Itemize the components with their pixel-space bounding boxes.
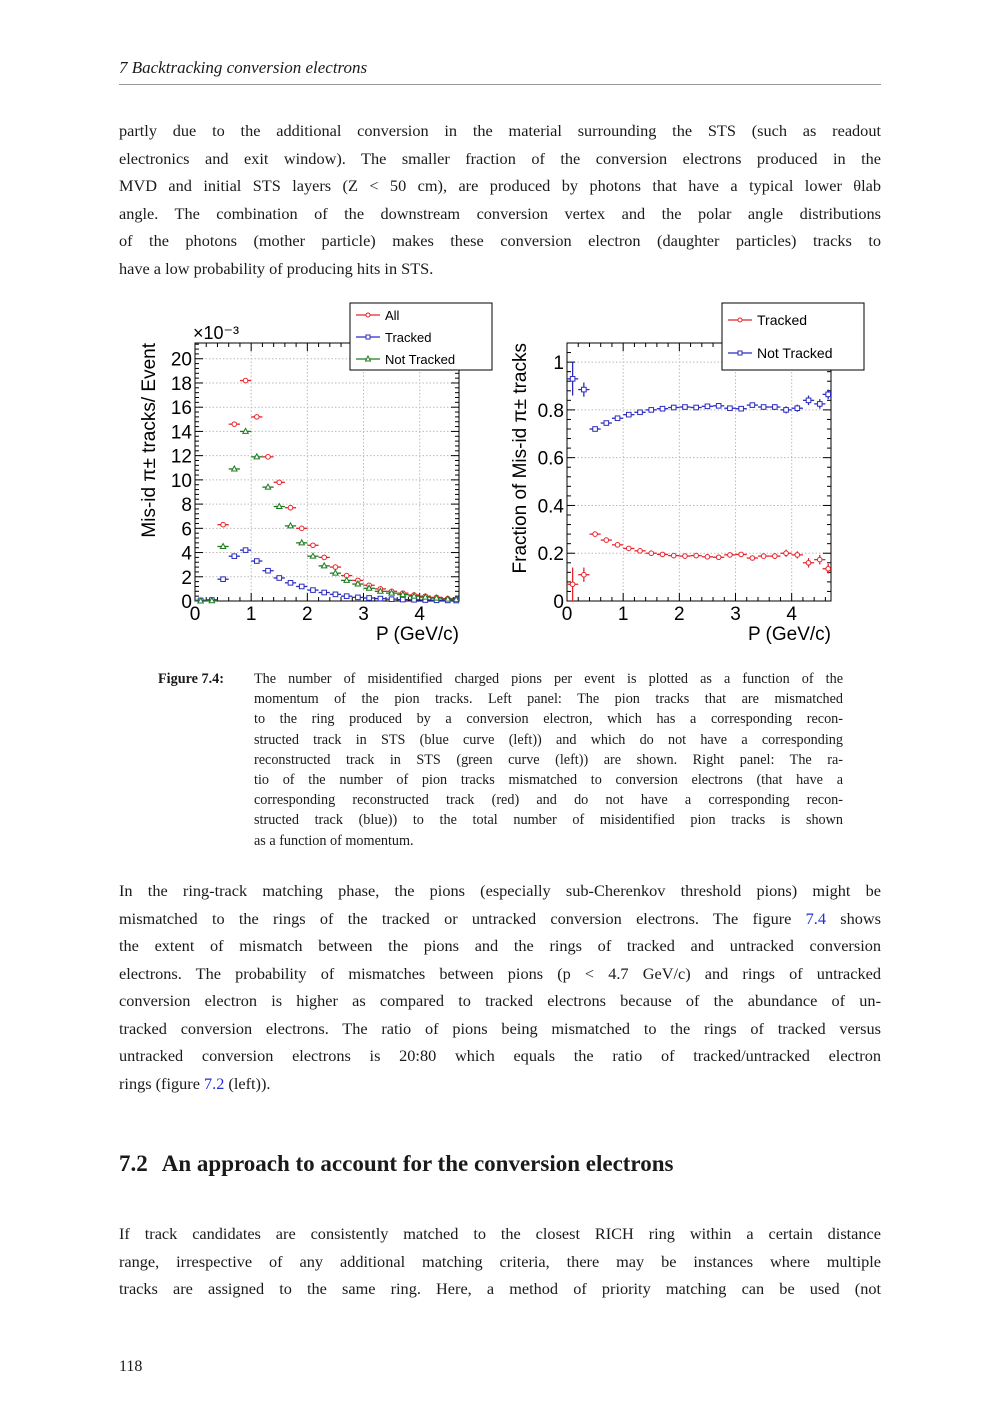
- paragraph-2: [119, 877, 881, 1097]
- caption-line: to the ring produced by a conversion electron, which has a corresponding recon-: [254, 711, 843, 728]
- x-axis-label: P (GeV/c): [747, 624, 831, 645]
- section-title: An approach to account for the conversion electrons: [161, 1151, 674, 1176]
- text-line: partly due to the additional conversion in the material surrounding the STS (such as readout: [119, 121, 881, 140]
- svg-text:2: 2: [674, 604, 685, 625]
- text-line: of the photons (mother particle) makes these conversion electron (daughter particles) tracks to: [119, 231, 881, 250]
- text-line: electrons. The probability of mismatches between pions (p < 4.7 GeV/c) and rings of untracked: [119, 963, 881, 983]
- caption-line: structed track (blue)) to the total number of misidentified pion tracks is shown: [254, 812, 843, 829]
- x-axis-label: P (GeV/c): [375, 624, 459, 645]
- svg-text:0: 0: [181, 592, 192, 613]
- svg-text:18: 18: [170, 373, 192, 395]
- paragraph-1: [119, 117, 881, 282]
- caption-line: structed track in STS (blue curve (left)) and which do not have a corresponding: [254, 731, 843, 748]
- svg-text:3: 3: [730, 604, 741, 625]
- paragraph-3: [119, 1220, 881, 1303]
- svg-text:16: 16: [170, 398, 192, 420]
- left-panel: [139, 303, 492, 645]
- svg-text:1: 1: [553, 353, 564, 375]
- svg-text:1: 1: [245, 604, 257, 625]
- text-line: tracked conversion electrons. The ratio of pions being mismatched to the rings of tracked versus: [119, 1018, 881, 1038]
- figure-link[interactable]: 7.4: [805, 908, 826, 928]
- caption-line: momentum of the pion tracks. Left panel: The pion tracks that are mismatched: [254, 691, 843, 708]
- legend: [350, 303, 492, 370]
- svg-text:0: 0: [561, 604, 573, 625]
- caption-line: reconstructed track in STS (green curve (left)) are shown. Right panel: The ra-: [254, 751, 843, 768]
- legend-entry: All: [385, 308, 400, 323]
- figure-label: Figure 7.4:: [158, 671, 224, 687]
- section-number: 7.2: [119, 1151, 148, 1176]
- text-line: If track candidates are consistently matched to the closest RICH ring within a certain distance: [119, 1224, 881, 1243]
- svg-text:4: 4: [181, 543, 192, 565]
- text-line: have a low probability of producing hits in STS.: [119, 258, 434, 278]
- text-line: In the ring-track matching phase, the pions (especially sub-Cherenkov threshold pions) might be: [119, 881, 881, 900]
- caption-line: The number of misidentified charged pions per event is plotted as a function of the: [254, 671, 843, 687]
- text-line: the extent of mismatch between the pions and the rings of tracked and untracked conversion: [119, 936, 881, 955]
- svg-text:0.8: 0.8: [537, 400, 564, 422]
- svg-text:8: 8: [181, 495, 192, 517]
- legend-entry: Tracked: [757, 312, 808, 328]
- svg-text:2: 2: [181, 567, 192, 589]
- running-header: 7 Backtracking conversion electrons: [119, 58, 368, 77]
- svg-text:14: 14: [170, 422, 192, 444]
- svg-text:0: 0: [553, 592, 564, 613]
- figure-link[interactable]: 7.2: [204, 1073, 225, 1093]
- svg-text:1: 1: [617, 604, 629, 625]
- text-line: tracks are assigned to the same ring. Here, a method of priority matching can be used (not: [119, 1279, 881, 1298]
- caption-line: corresponding reconstructed track (red) and do not have a corresponding recon-: [254, 792, 843, 809]
- series-tracked: [567, 532, 831, 601]
- header-rule: [119, 84, 881, 85]
- text-line: untracked conversion electrons is 20:80 which equals the ratio of tracked/untracked electron: [119, 1046, 881, 1065]
- svg-text:10: 10: [170, 470, 192, 492]
- text-line: mismatched to the rings of the tracked or untracked conversion electrons. The figure 7.4 shows: [119, 908, 881, 928]
- svg-text:0.4: 0.4: [537, 496, 564, 518]
- svg-text:0.6: 0.6: [537, 448, 564, 470]
- legend-entry: Tracked: [385, 330, 432, 345]
- text-line: conversion electron is higher as compared to tracked electrons because of the abundance of un-: [119, 991, 881, 1010]
- svg-text:20: 20: [170, 349, 192, 371]
- figure-7-4: [0, 295, 1000, 655]
- svg-text:12: 12: [170, 446, 192, 468]
- svg-text:4: 4: [414, 604, 425, 625]
- svg-text:0: 0: [189, 604, 201, 625]
- text-line: range, irrespective of any additional matching criteria, there may be instances where multiple: [119, 1251, 881, 1271]
- text-line: electronics and exit window). The smaller fraction of the conversion electrons produced in the: [119, 148, 881, 168]
- legend: [722, 303, 864, 370]
- text-line: angle. The combination of the downstream conversion vertex and the polar angle distributions: [119, 203, 881, 223]
- caption-line: tio of the number of pion tracks mismatched to conversion electrons (that have a: [254, 772, 843, 788]
- y-axis-label: Mis-id π± tracks/ Event: [139, 343, 160, 538]
- right-panel: [510, 303, 864, 645]
- page-number: 118: [119, 1358, 143, 1375]
- svg-text:6: 6: [181, 519, 192, 541]
- legend-entry: Not Tracked: [757, 345, 833, 361]
- svg-text:2: 2: [302, 604, 313, 625]
- section-heading: [119, 1151, 673, 1177]
- legend-entry: Not Tracked: [385, 352, 456, 367]
- svg-text:4: 4: [786, 604, 797, 625]
- text-line: rings (figure 7.2 (left)).: [119, 1073, 271, 1093]
- text-line: MVD and initial STS layers (Z < 50 cm), are produced by photons that have a typical lower θlab: [119, 176, 881, 195]
- y-multiplier: ×10⁻³: [193, 323, 240, 343]
- svg-text:0.2: 0.2: [537, 544, 564, 566]
- caption-line: as a function of momentum.: [254, 832, 414, 849]
- y-axis-label: Fraction of Mis-id π± tracks: [510, 343, 531, 574]
- svg-text:3: 3: [358, 604, 369, 625]
